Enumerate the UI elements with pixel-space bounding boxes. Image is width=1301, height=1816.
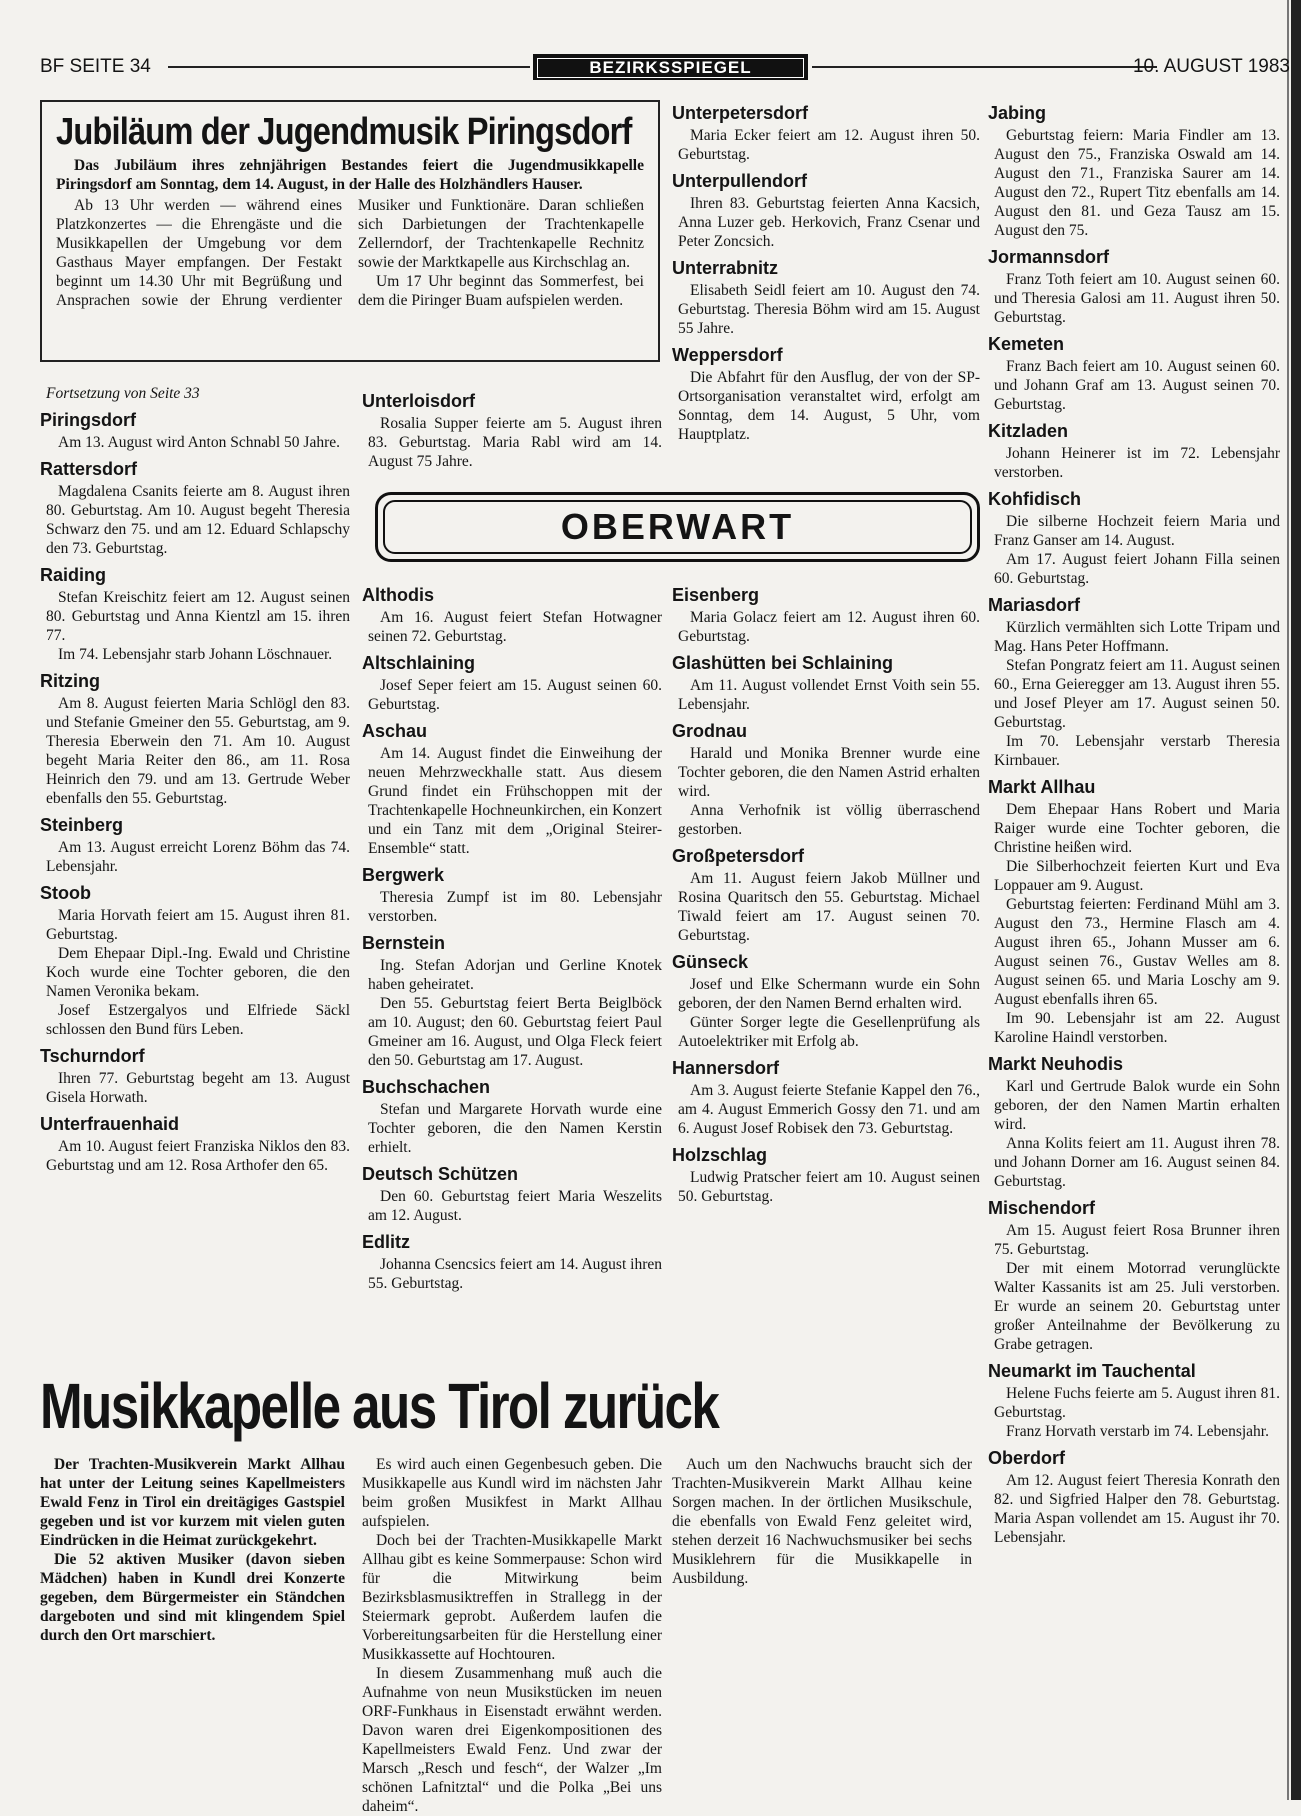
column-oberwart-1 [362,578,662,1293]
place-heading: Raiding [40,565,106,585]
place-paragraph: Im 74. Lebensjahr starb Johann Löschnauer. [58,646,333,663]
place-paragraph: Ihren 83. Geburtstag feierten Anna Kacsich, Anna Luzer geb. Herkovich, Franz Csenar und Peter Zoncsich. [678,195,980,250]
jubilee-paragraph: Um 17 Uhr beginnt das Sommerfest, bei dem die Piringer Buam aufspielen werden. [358,273,644,309]
place-paragraph: Dem Ehepaar Hans Robert und Maria Raiger wurde eine Tochter geboren, die Christine heißen wird. [994,801,1280,856]
place-paragraph: Franz Bach feiert am 10. August seinen 60. und Johann Graf am 13. August seinen 70. Geburtstag. [994,358,1280,413]
place-heading: Bergwerk [362,865,445,885]
place-paragraph: Am 16. August feiert Stefan Hotwagner seinen 72. Geburtstag. [368,609,662,645]
place-paragraph: Die Abfahrt für den Ausflug, der von der SP-Ortsorganisation veranstaltet wird, erfolgt am Sonntag, dem 14. August, 5 Uhr, vom Hauptplatz. [678,369,980,443]
page-header [40,54,1290,80]
place-paragraph: Franz Toth feiert am 10. August seinen 60. und Theresia Galosi am 11. August ihren 50. Geburtstag. [994,271,1280,326]
place-paragraph: Stefan und Margarete Horvath wurde eine Tochter geboren, die den Namen Kerstin erhielt. [368,1101,662,1156]
place-paragraph: Josef und Elke Schermann wurde ein Sohn geboren, der den Namen Bernd erhalten wird. [678,976,980,1012]
place-paragraph: Anna Kolits feiert am 11. August ihren 78. und Johann Dorner am 16. August seinen 84. Geburtstag. [994,1135,1280,1190]
place-paragraph: Kürzlich vermählten sich Lotte Tripam und Mag. Hans Peter Hoffmann. [994,619,1280,655]
article-headline: Musikkapelle aus Tirol zurück [40,1370,719,1442]
oberwart-banner [375,492,980,562]
place-heading: Oberdorf [988,1448,1066,1468]
place-heading: Hannersdorf [672,1058,780,1078]
place-heading: Markt Allhau [988,777,1096,797]
header-rule-right [812,66,1157,68]
place-heading: Aschau [362,721,428,741]
place-heading: Buchschachen [362,1077,491,1097]
place-paragraph: Geburtstag feierten: Ferdinand Mühl am 3. August den 73., Hermine Flasch am 4. August ihren 65., Johann Musser am 6. August seinen 76., Gustav Welles am 8. August seinen 65. und Maria Loschy am 9. August ebenfalls ihren 65. [994,896,1280,1008]
place-paragraph: Maria Horvath feiert am 15. August ihren 81. Geburtstag. [46,907,350,943]
oberwart-label: OBERWART [383,500,972,554]
page-edge [1291,0,1301,1800]
article-paragraph: Auch um den Nachwuchs braucht sich der Trachten-Musikverein Markt Allhau keine Sorgen machen. In der örtlichen Musikschule, die ebenfalls von Ewald Fenz geleitet wird, stehen derzeit 16 Nachwuchsmusiker bei sechs Musiklehrern für die Musikkapelle in Ausbildung. [672,1456,972,1587]
place-paragraph: Der mit einem Motorrad verunglückte Walter Kassanits ist am 25. Juli verstorben. Er wurde an seinem 20. Geburtstag unter großer Anteilnahme der Bevölkerung zu Grabe getragen. [994,1260,1280,1353]
place-paragraph: Helene Fuchs feierte am 5. August ihren 81. Geburtstag. [994,1385,1280,1421]
place-heading: Großpetersdorf [672,846,805,866]
article-paragraph: In diesem Zusammenhang muß auch die Aufnahme von neun Musikstücken im neuen ORF-Funkhaus in Eisenstadt erwähnt werden. Davon waren drei Eigenkompositionen des Kapellmeisters Ewald Fenz. Und zwar der Marsch „Resch und fesch“, der Walzer „Im schönen Lafnitztal“ und die Polka „Bei uns daheim“. [362,1665,662,1815]
place-heading: Kitzladen [988,421,1069,441]
place-paragraph: Harald und Monika Brenner wurde eine Tochter geboren, die den Namen Astrid erhalten wird. [678,745,980,800]
column-oberpullendorf-continued [40,384,350,1175]
page-number: BF SEITE 34 [40,56,151,77]
place-paragraph: Am 11. August feiern Jakob Müllner und Rosina Quaritsch den 55. Geburtstag. Michael Tiwald feiert am 17. August seinen 70. Geburtstag. [678,870,980,944]
place-paragraph: Theresia Zumpf ist im 80. Lebensjahr verstorben. [368,889,662,925]
column-oberwart-3 [988,96,1280,1547]
place-heading: Jormannsdorf [988,247,1110,267]
place-paragraph: Am 12. August feiert Theresia Konrath den 82. und Sigfried Halper den 78. Geburtstag. Maria Aspan vollendet am 15. August ihr 70. Lebensjahr. [994,1472,1280,1546]
place-paragraph: Elisabeth Seidl feiert am 10. August den 74. Geburtstag. Theresia Böhm wird am 15. August 55 Jahre. [678,282,980,337]
place-heading: Deutsch Schützen [362,1164,519,1184]
place-heading: Eisenberg [672,585,760,605]
place-heading: Grodnau [672,721,747,741]
article-column-1 [40,1455,345,1645]
place-heading: Mischendorf [988,1198,1096,1218]
article-lead: Der Trachten-Musikverein Markt Allhau hat unter der Leitung seines Kapellmeisters Ewald Fenz in Tirol ein dreitägiges Gastspiel gegeben und ist vor kurzem mit vielen guten Eindrücken in die Heimat zurückgekehrt. [40,1456,345,1549]
place-heading: Kemeten [988,334,1065,354]
place-paragraph: Dem Ehepaar Dipl.-Ing. Ewald und Christine Koch wurde eine Tochter geboren, die den Namen Veronika bekam. [46,945,350,1000]
jubilee-paragraph: Ab 13 Uhr werden — während eines Platzkonzertes — die Ehrengäste und die Musikkapellen der Umgebung vor dem Gasthaus Mayer empfangen. Der Festakt beginnt um 14.30 Uhr mit Begrüßung und Ansprachen sowie der Ehrung verdienter Musiker und Funktionäre. Daran schließen sich Darbietungen der Trachtenkapelle Zellerndorf, der Trachtenkapelle Rechnitz sowie der Marktkapelle aus Kirchschlag an. [56,197,644,309]
jubilee-lead: Das Jubiläum ihres zehnjährigen Bestandes feiert die Jugendmusikkapelle Piringsdorf am Sonntag, dem 14. August, in der Halle des Holzhändlers Hauser. [56,157,644,193]
place-paragraph: Im 90. Lebensjahr ist am 22. August Karoline Haindl verstorben. [994,1010,1280,1046]
header-rule-left [168,66,530,68]
place-heading: Günseck [672,952,749,972]
page-edge-line [1287,0,1289,1800]
place-paragraph: Am 13. August erreicht Lorenz Böhm das 74. Lebensjahr. [46,839,350,875]
place-paragraph: Maria Ecker feiert am 12. August ihren 50. Geburtstag. [678,127,980,163]
place-paragraph: Am 14. August findet die Einweihung der neuen Mehrzweckhalle statt. Aus diesem Grund findet ein Frühschoppen mit der Trachtenkapelle Hochneunkirchen, ein Konzert und ein Tanz mit dem „Original Steirer-Ensemble“ statt. [368,745,662,857]
column-oberwart-2 [672,578,980,1206]
place-heading: Kohfidisch [988,489,1081,509]
place-heading: Unterfrauenhaid [40,1114,180,1134]
place-heading: Unterpullendorf [672,171,807,191]
place-paragraph: Magdalena Csanits feierte am 8. August ihren 80. Geburtstag. Am 10. August begeht Theresia Schwarz den 75. und am 12. Eduard Schlapschy den 73. Geburtstag. [46,483,350,557]
place-heading: Altschlaining [362,653,476,673]
jubilee-body [56,196,644,310]
place-paragraph: Am 11. August vollendet Ernst Voith sein 55. Lebensjahr. [678,677,980,713]
place-paragraph: Am 3. August feierte Stefanie Kappel den 76., am 4. August Emmerich Gossy den 71. und am 6. August Josef Robisek den 73. Geburtstag. [678,1082,980,1137]
place-heading: Steinberg [40,815,124,835]
place-paragraph: Den 55. Geburtstag feiert Berta Beiglböck am 10. August; den 60. Geburtstag feiert Paul Gmeiner am 16. August, und Olga Fleck feiert den 50. Geburtstag am 17. August. [368,995,662,1069]
place-heading: Stoob [40,883,91,903]
place-paragraph: Am 8. August feierten Maria Schlögl den 83. und Stefanie Gmeiner den 55. Geburtstag, am 9. Theresia Eberwein den 71. Am 10. August begeht Maria Reiter den 86., am 11. Rosa Heinrich den 79. und am 13. Gertrude Weber ebenfalls den 55. Geburtstag. [46,695,350,807]
section-label: BEZIRKSSPIEGEL [537,58,804,78]
jubilee-headline: Jubiläum der Jugendmusik Piringsdorf [56,111,632,153]
place-heading: Glashütten bei Schlaining [672,653,894,673]
place-paragraph: Johanna Csencsics feiert am 14. August ihren 55. Geburtstag. [368,1256,662,1292]
article-paragraph: Doch bei der Trachten-Musikkapelle Markt Allhau gibt es keine Sommerpause: Schon wird für die Mitwirkung beim Bezirksblasmusiktreffen in Strallegg in der Steiermark geprobt. Außerdem laufen die Vorbereitungsarbeiten für die Herstellung einer Musikkassette auf Hochtouren. [362,1532,662,1663]
place-heading: Edlitz [362,1232,410,1252]
place-paragraph: Josef Estzergalyos und Elfriede Säckl schlossen den Bund fürs Leben. [46,1002,350,1038]
place-paragraph: Am 13. August wird Anton Schnabl 50 Jahre. [58,434,340,451]
section-badge [533,54,808,80]
place-paragraph: Ing. Stefan Adorjan und Gerline Knotek haben geheiratet. [368,957,662,993]
place-paragraph: Am 10. August feiert Franziska Niklos den 83. Geburtstag und am 12. Rosa Arthofer den 65. [46,1138,350,1174]
jubilee-box [40,100,660,362]
article-lead: Die 52 aktiven Musiker (davon sieben Mädchen) haben in Kundl drei Konzerte gegeben, dem Bürgermeister ein Ständchen dargeboten und sind mit klingendem Spiel durch den Ort marschiert. [40,1551,345,1644]
place-paragraph: Franz Horvath verstarb im 74. Lebensjahr. [1006,1423,1269,1440]
place-paragraph: Karl und Gertrude Balok wurde ein Sohn geboren, der den Namen Martin erhalten wird. [994,1078,1280,1133]
place-heading: Piringsdorf [40,410,137,430]
place-paragraph: Rosalia Supper feierte am 5. August ihren 83. Geburtstag. Maria Rabl wird am 14. August 75 Jahre. [368,415,662,470]
place-heading: Althodis [362,585,434,605]
place-paragraph: Maria Golacz feiert am 12. August ihren 60. Geburtstag. [678,609,980,645]
place-heading: Mariasdorf [988,595,1081,615]
place-paragraph: Am 17. August feiert Johann Filla seinen 60. Geburtstag. [994,551,1280,587]
place-paragraph: Josef Seper feiert am 15. August seinen 60. Geburtstag. [368,677,662,713]
place-paragraph: Ludwig Pratscher feiert am 10. August seinen 50. Geburtstag. [678,1169,980,1205]
issue-date: 10. AUGUST 1983 [1132,56,1290,77]
column-3-top [672,96,980,444]
place-heading: Markt Neuhodis [988,1054,1124,1074]
place-paragraph: Die Silberhochzeit feierten Kurt und Eva Loppauer am 9. August. [994,858,1280,894]
continuation-note: Fortsetzung von Seite 33 [46,385,200,402]
place-heading: Ritzing [40,671,100,691]
place-paragraph: Geburtstag feiern: Maria Findler am 13. August den 75., Franziska Oswald am 14. August den 71., Franziska Saurer am 14. August den 72., Rupert Titz ebenfalls am 14. August den 81. und Geza Tausz am 15. August den 75. [994,127,1280,239]
place-heading: Jabing [988,103,1047,123]
place-paragraph: Günter Sorger legte die Gesellenprüfung als Autoelektriker mit Erfolg ab. [678,1014,980,1050]
article-column-3 [672,1455,972,1588]
place-heading: Unterpetersdorf [672,103,809,123]
place-heading: Rattersdorf [40,459,138,479]
article-paragraph: Es wird auch einen Gegenbesuch geben. Die Musikkapelle aus Kundl wird im nächsten Jahr beim großen Musikfest in Markt Allhau aufspielen. [362,1456,662,1530]
place-paragraph: Stefan Pongratz feiert am 11. August seinen 60., Erna Geieregger am 13. August ihren 55. und Josef Pleyer am 17. August seinen 50. Geburtstag. [994,657,1280,731]
place-heading: Neumarkt im Tauchental [988,1361,1196,1381]
place-heading: Tschurndorf [40,1046,145,1066]
place-paragraph: Den 60. Geburtstag feiert Maria Weszelits am 12. August. [368,1188,662,1224]
column-2-top [362,384,662,471]
place-paragraph: Anna Verhofnik ist völlig überraschend gestorben. [678,802,980,838]
place-heading: Unterrabnitz [672,258,779,278]
place-paragraph: Stefan Kreischitz feiert am 12. August seinen 80. Geburtstag und Anna Kientzl am 15. ihren 77. [46,589,350,644]
place-paragraph: Ihren 77. Geburtstag begeht am 13. August Gisela Horwath. [46,1070,350,1106]
place-heading: Weppersdorf [672,345,783,365]
place-paragraph: Johann Heinerer ist im 72. Lebensjahr verstorben. [994,445,1280,481]
place-paragraph: Die silberne Hochzeit feiern Maria und Franz Ganser am 14. August. [994,513,1280,549]
article-column-2 [362,1455,662,1816]
place-heading: Unterloisdorf [362,391,476,411]
place-paragraph: Am 15. August feiert Rosa Brunner ihren 75. Geburtstag. [994,1222,1280,1258]
place-heading: Bernstein [362,933,446,953]
place-paragraph: Im 70. Lebensjahr verstarb Theresia Kirnbauer. [994,733,1280,769]
place-heading: Holzschlag [672,1145,768,1165]
